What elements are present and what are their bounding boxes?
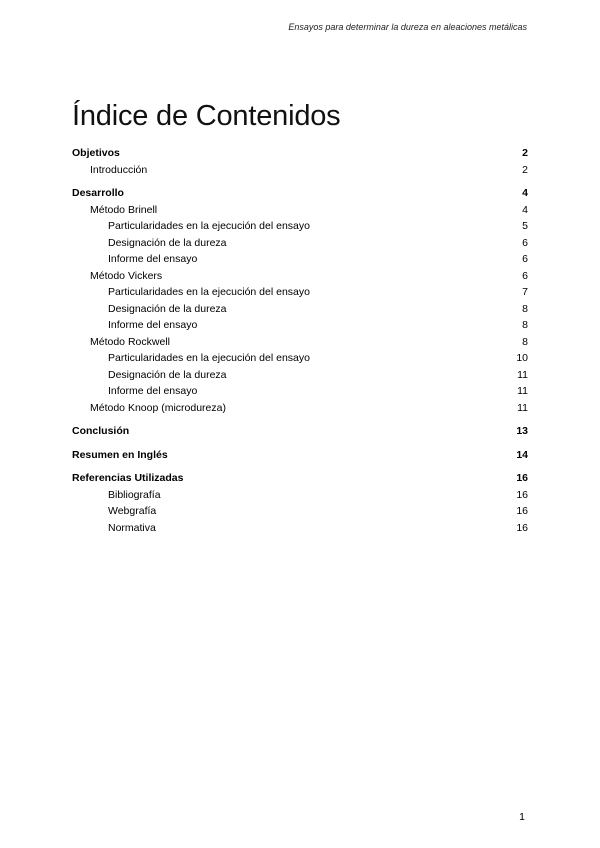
toc-entry-label: Desarrollo [72,187,124,199]
toc-entry-page: 8 [522,335,528,348]
toc-entry-page: 6 [522,253,528,265]
running-header: Ensayos para determinar la dureza en aleaciones metálicas [288,22,527,32]
toc-entry-page: 2 [522,147,528,159]
page-title: Índice de Contenidos [72,100,341,132]
toc-entry-label: Objetivos [72,147,120,159]
toc-entry-page: 8 [522,302,528,315]
toc-entry-label: Informe del ensayo [108,319,198,331]
toc-entry[interactable] [72,185,528,202]
toc-entry-page: 5 [522,220,528,232]
toc-entry[interactable] [72,145,528,162]
toc-entry-label: Particularidades en la ejecución del ensayo [108,352,310,364]
toc-entry[interactable] [72,520,528,537]
toc-entry[interactable] [72,383,528,400]
toc-entry-label: Conclusión [72,425,130,437]
toc-entry-label: Normativa [108,521,156,534]
toc-entry[interactable] [72,367,528,384]
toc-entry-page: 16 [516,505,528,517]
toc-entry[interactable] [72,284,528,301]
page-number: 1 [519,811,525,823]
toc-entry-label: Método Vickers [90,269,163,282]
toc-entry-page: 8 [522,319,528,331]
toc-entry-page: 16 [516,488,528,501]
toc-entry-page: 11 [517,401,528,414]
toc-entry-page: 11 [517,385,528,397]
table-of-contents [72,145,528,536]
toc-entry-page: 2 [522,163,528,176]
toc-entry[interactable] [72,400,528,417]
toc-entry-label: Método Brinell [90,203,158,216]
toc-entry-label: Referencias Utilizadas [72,472,184,484]
toc-entry-label: Designación de la dureza [108,236,227,249]
toc-entry[interactable] [72,423,528,440]
toc-entry-label: Particularidades en la ejecución del ensayo [108,220,310,232]
toc-entry-page: 10 [516,352,528,364]
toc-entry-page: 7 [522,286,528,298]
toc-entry-page: 6 [522,269,528,282]
toc-entry-label: Informe del ensayo [108,253,198,265]
toc-entry-page: 6 [522,236,528,249]
toc-entry[interactable] [72,470,528,487]
toc-entry[interactable] [72,235,528,252]
toc-entry-label: Informe del ensayo [108,385,198,397]
toc-entry-page: 4 [522,187,528,199]
toc-entry-label: Designación de la dureza [108,302,227,315]
toc-entry[interactable] [72,268,528,285]
toc-entry-page: 13 [516,425,528,437]
toc-entry-label: Bibliografía [108,488,161,501]
toc-entry[interactable] [72,350,528,367]
toc-entry[interactable] [72,334,528,351]
toc-entry-page: 4 [522,203,528,216]
toc-entry[interactable] [72,218,528,235]
toc-entry[interactable] [72,162,528,179]
toc-entry[interactable] [72,202,528,219]
toc-entry-label: Designación de la dureza [108,368,227,381]
toc-entry[interactable] [72,317,528,334]
toc-entry[interactable] [72,251,528,268]
toc-entry-page: 14 [516,448,528,461]
toc-entry-page: 16 [516,521,528,534]
toc-entry-label: Método Rockwell [90,335,170,348]
toc-entry[interactable] [72,301,528,318]
toc-entry-page: 11 [517,368,528,381]
toc-entry-label: Introducción [90,163,148,176]
toc-entry-label: Método Knoop (microdureza) [90,401,226,414]
toc-entry-label: Webgrafía [108,505,157,517]
toc-entry[interactable] [72,447,528,464]
toc-entry-label: Particularidades en la ejecución del ensayo [108,286,310,298]
toc-entry[interactable] [72,503,528,520]
toc-entry-label: Resumen en Inglés [72,448,168,461]
toc-entry-page: 16 [516,472,528,484]
toc-entry[interactable] [72,487,528,504]
